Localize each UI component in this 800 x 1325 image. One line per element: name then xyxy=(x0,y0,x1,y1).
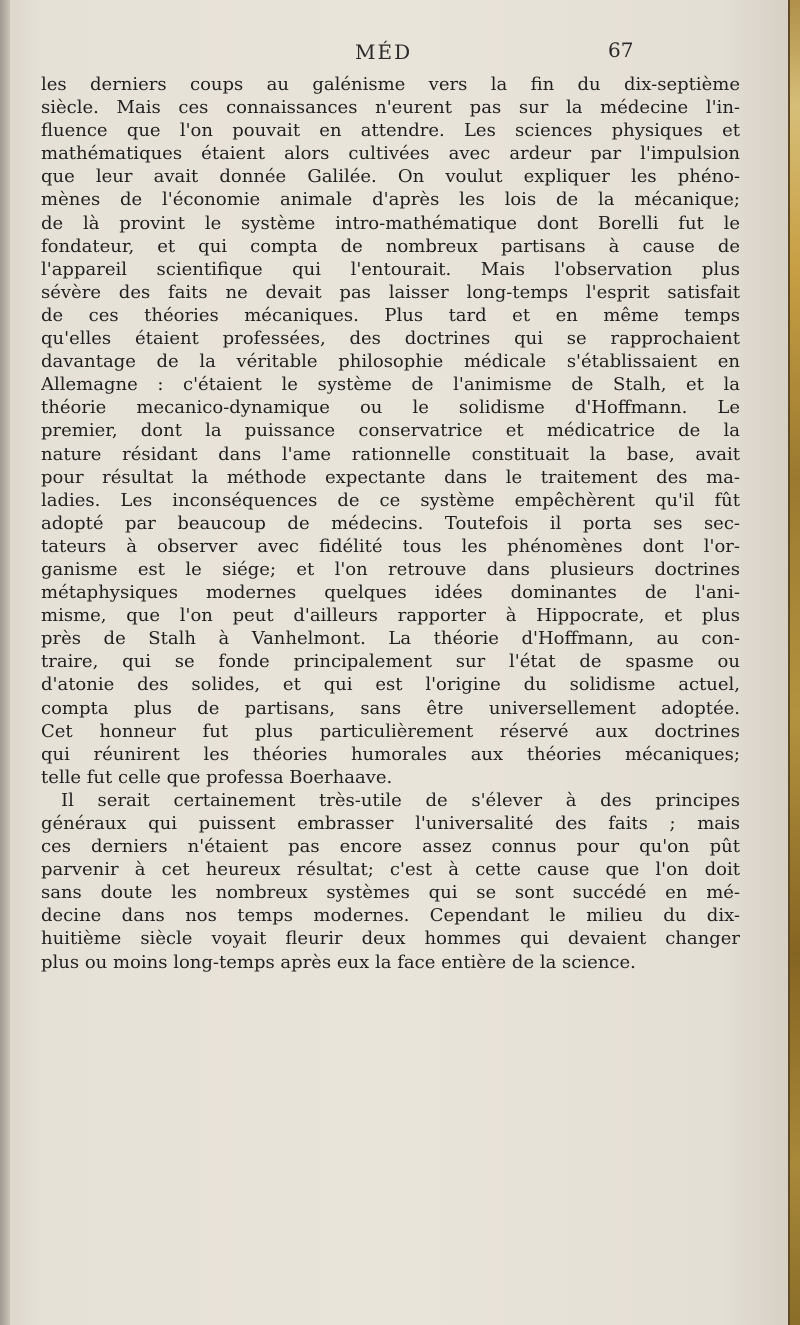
text-line: Cet honneur fut plus particulièrement réservé aux doctrines xyxy=(41,720,740,742)
text-line: misme, que l'on peut d'ailleurs rapporter à Hippocrate, et plus xyxy=(41,605,740,627)
text-line: traire, qui se fonde principalement sur l'état de spasme ou xyxy=(41,651,740,673)
page-number: 67 xyxy=(608,38,634,62)
running-head-title: MÉD xyxy=(355,40,413,64)
text-line: métaphysiques modernes quelques idées dominantes de l'ani- xyxy=(41,582,740,604)
text-line: près de Stalh à Vanhelmont. La théorie d'Hoffmann, au con- xyxy=(41,628,740,650)
text-line: mènes de l'économie animale d'après les lois de la mécanique; xyxy=(41,189,740,211)
text-line: de là provint le système intro-mathématique dont Borelli fut le xyxy=(41,212,740,234)
text-line: tateurs à observer avec fidélité tous les phénomènes dont l'or- xyxy=(41,535,740,557)
text-line: sans doute les nombreux systèmes qui se sont succédé en mé- xyxy=(41,882,740,904)
text-line: qui réunirent les théories humorales aux théories mécaniques; xyxy=(41,743,740,765)
text-line: davantage de la véritable philosophie médicale s'établissaient en xyxy=(41,351,740,373)
text-line: de ces théories mécaniques. Plus tard et en même temps xyxy=(41,304,740,326)
text-line: parvenir à cet heureux résultat; c'est à cette cause que l'on doit xyxy=(41,859,740,881)
text-line: siècle. Mais ces connaissances n'eurent pas sur la médecine l'in- xyxy=(41,97,740,119)
text-line: decine dans nos temps modernes. Cependant le milieu du dix- xyxy=(41,905,740,927)
text-line: pour résultat la méthode expectante dans le traitement des ma- xyxy=(41,466,740,488)
text-line: fluence que l'on pouvait en attendre. Les sciences physiques et xyxy=(41,120,740,142)
text-line: ladies. Les inconséquences de ce système empêchèrent qu'il fût xyxy=(41,489,740,511)
text-line: premier, dont la puissance conservatrice et médicatrice de la xyxy=(41,420,740,442)
book-spine-edge xyxy=(788,0,800,1325)
text-line: Il serait certainement très-utile de s'élever à des principes xyxy=(61,789,740,811)
text-line: fondateur, et qui compta de nombreux partisans à cause de xyxy=(41,235,740,257)
text-line: généraux qui puissent embrasser l'universalité des faits ; mais xyxy=(41,813,740,834)
text-line: que leur avait donnée Galilée. On voulut expliquer les phéno- xyxy=(41,166,740,188)
text-line: sévère des faits ne devait pas laisser long-temps l'esprit satisfait xyxy=(41,281,740,303)
text-line: nature résidant dans l'ame rationnelle constituait la base, avait xyxy=(41,443,740,465)
text-line: qu'elles étaient professées, des doctrines qui se rapprochaient xyxy=(41,328,740,350)
text-line: ganisme est le siége; et l'on retrouve dans plusieurs doctrines xyxy=(41,558,740,580)
text-line: huitième siècle voyait fleurir deux hommes qui devaient changer xyxy=(41,928,740,950)
running-head xyxy=(0,40,790,70)
text-line: adopté par beaucoup de médecins. Toutefois il porta ses sec- xyxy=(41,512,740,534)
page-left-edge xyxy=(0,0,10,1325)
text-line: théorie mecanico-dynamique ou le solidisme d'Hoffmann. Le xyxy=(41,397,740,419)
text-line: plus ou moins long-temps après eux la face entière de la science. xyxy=(41,951,636,973)
text-line: compta plus de partisans, sans être universellement adoptée. xyxy=(41,697,740,719)
text-line: Allemagne : c'étaient le système de l'animisme de Stalh, et la xyxy=(41,374,740,396)
text-line: ces derniers n'étaient pas encore assez connus pour qu'on pût xyxy=(41,836,740,858)
text-line: l'appareil scientifique qui l'entourait. Mais l'observation plus xyxy=(41,258,740,280)
body-text xyxy=(41,73,740,974)
text-line: telle fut celle que professa Boerhaave. xyxy=(41,766,393,788)
text-line: d'atonie des solides, et qui est l'origine du solidisme actuel, xyxy=(41,674,740,696)
text-line: les derniers coups au galénisme vers la fin du dix-septième xyxy=(41,74,740,95)
text-line: mathématiques étaient alors cultivées avec ardeur par l'impulsion xyxy=(41,143,740,165)
